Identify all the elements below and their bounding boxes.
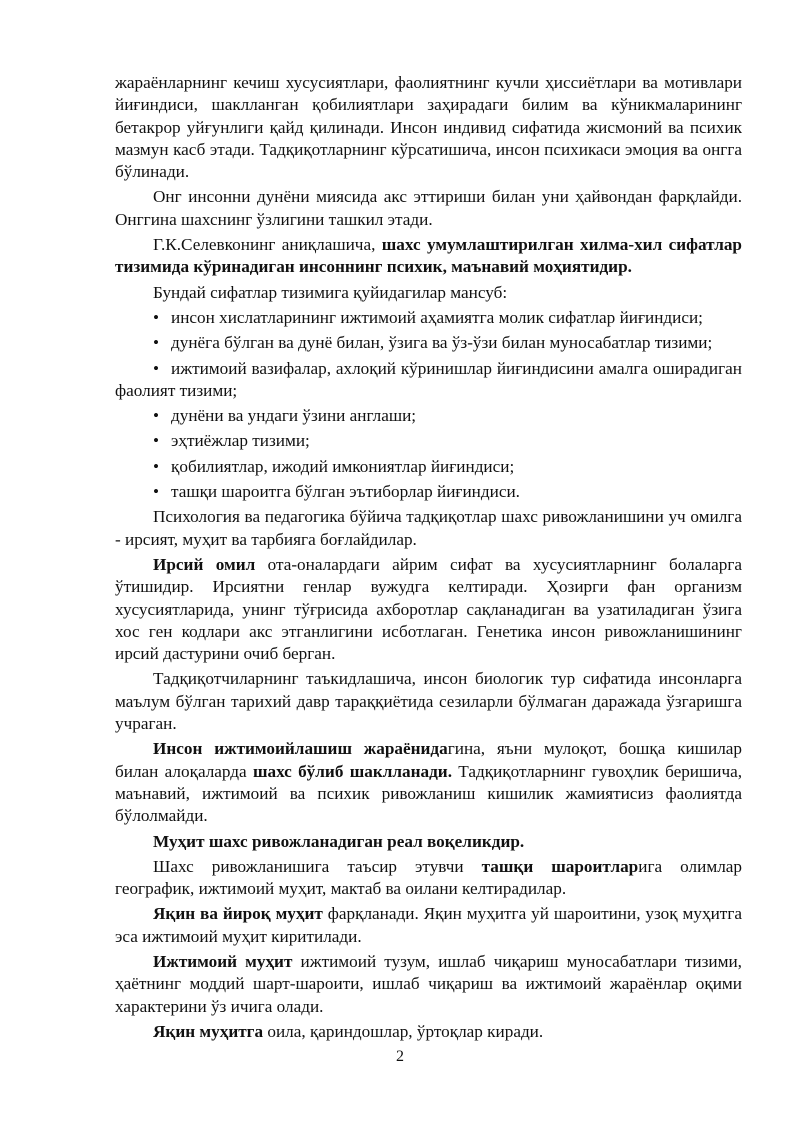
bullet-text: ижтимоий вазифалар, ахлоқий кўринишлар йиғиндисини амалга оширадиган фаолият тизими;	[115, 358, 742, 400]
paragraph-11-text: фарқланади. Яқин муҳитга уй шароитини, узоқ муҳитга эса ижтимоий муҳит киритилади.	[115, 904, 742, 946]
paragraph-6	[115, 554, 742, 665]
paragraph-6-text: ота-оналардаги айрим сифат ва хусусиятларнинг болаларга ўтишидир. Ирсиятни генлар вужудга келтиради. Ҳозирги фан организм хусусиятларида, унинг тўғрисида ахборотлар сақланадиган ва узатиладиган ўзига хос ген кодлари акс этганлигини исботлаган. Генетика инсон ривожланишининг ирсий дастурини очиб берган.	[115, 554, 743, 664]
bullet-text: ташқи шароитга бўлган эътиборлар йиғиндиси.	[171, 482, 520, 502]
paragraph-8-text-b: Тадқиқотларнинг гувоҳлик беришича, маънавий, ижтимоий ва психик ривожланиш кишилик жамиятисиз фаолиятда бўлолмайди.	[115, 761, 743, 826]
bullet-text: инсон хислатларининг ижтимоий аҳамиятга молик сифатлар йиғиндиси;	[171, 307, 703, 327]
paragraph-10	[115, 856, 742, 901]
document-page	[115, 72, 742, 1046]
bullet-item	[115, 358, 742, 403]
bullet-icon: •	[153, 307, 160, 327]
paragraph-3-text: Г.К.Селевконинг аниқлашича,	[153, 235, 382, 255]
paragraph-3-bold: шахс умумлаштирилган хилма-хил сифатлар тизимида кўринадиган инсоннинг психик, маънавий моҳиятидир.	[115, 235, 742, 277]
paragraph-8-text-a: гина, яъни мулоқот, бошқа кишилар билан алоқаларда	[115, 739, 742, 781]
bullet-item	[115, 430, 742, 452]
paragraph-8-bold-a: Инсон ижтимоийлашиш жараёнида	[153, 739, 448, 759]
paragraph-12	[115, 951, 742, 1018]
paragraph-9	[115, 831, 742, 853]
paragraph-5: Психология ва педагогика бўйича тадқиқотлар шахс ривожланишини уч омилга - ирсият, муҳит ва тарбияга боғлайдилар.	[115, 507, 742, 549]
paragraph-12-text: ижтимоий тузум, ишлаб чиқариш муносабатлари тизими, ҳаётнинг моддий шарт-шароити, ишлаб чиқариш ва ижтимоий жараёнлар оқими характерини ўз ичига олади.	[115, 951, 742, 1016]
paragraph-8	[115, 738, 742, 827]
paragraph-8-bold-b: шахс бўлиб шаклланади.	[252, 761, 452, 781]
paragraph-3	[115, 234, 742, 279]
paragraph-10-bold: ташқи шароитлар	[481, 856, 639, 876]
paragraph-6-bold: Ирсий омил	[153, 554, 256, 574]
paragraph-10-text-a: Шахс ривожланишига таъсир этувчи	[153, 856, 482, 876]
paragraph-12-bold: Ижтимоий муҳит	[153, 951, 293, 971]
paragraph-13	[115, 1021, 742, 1043]
bullet-text: эҳтиёжлар тизими;	[171, 431, 310, 451]
bullet-icon: •	[153, 333, 160, 353]
bullet-text: қобилиятлар, ижодий имкониятлар йиғиндиси;	[171, 456, 515, 476]
page-number: 2	[396, 1048, 404, 1065]
bullet-icon: •	[153, 406, 160, 426]
paragraph-7: Тадқиқотчиларнинг таъкидлашича, инсон биологик тур сифатида инсонларга маълум бўлган тарихий давр тараққиётида сезиларли бўлмаган даражада ўзгаришга учраган.	[115, 669, 742, 734]
bullet-icon: •	[153, 482, 160, 502]
bullet-item	[115, 405, 742, 427]
paragraph-4: Бундай сифатлар тизимига қуйидагилар мансуб:	[153, 282, 508, 302]
paragraph-13-text: оила, қариндошлар, ўртоқлар киради.	[263, 1021, 544, 1041]
bullet-item	[115, 307, 742, 329]
bullet-icon: •	[153, 358, 160, 378]
paragraph-11	[115, 903, 742, 948]
paragraph-13-bold: Яқин муҳитга	[153, 1021, 264, 1041]
bullet-item	[115, 332, 742, 354]
bullet-icon: •	[153, 456, 160, 476]
paragraph-9-bold: Муҳит шахс ривожланадиган реал воқеликдир.	[153, 831, 525, 851]
bullet-item	[115, 456, 742, 478]
bullet-item	[115, 481, 742, 503]
bullet-text: дунёга бўлган ва дунё билан, ўзига ва ўз-ўзи билан муносабатлар тизими;	[171, 333, 713, 353]
bullet-text: дунёни ва ундаги ўзини англаши;	[171, 406, 417, 426]
bullet-icon: •	[153, 431, 160, 451]
paragraph-2: Онг инсонни дунёни миясида акс эттириши билан уни ҳайвондан фарқлайди. Онггина шахснинг ўзлигини ташкил этади.	[115, 187, 742, 229]
paragraph-10-text-b: ига олимлар географик, ижтимоий муҳит, мактаб ва оилани келтирадилар.	[115, 856, 742, 899]
paragraph-1: жараёнларнинг кечиш хусусиятлари, фаолиятнинг кучли ҳиссиётлари ва мотивлари йиғиндиси, шаклланган қобилиятлари заҳирадаги билим ва кўникмаларининг бетакрор уйғунлиги қайд қилинади. Инсон индивид сифатида жисмоний ва психик мазмун касб этади. Тадқиқотларнинг кўрсатишича, инсон психикаси эмоция ва онгга бўлинади.	[115, 73, 742, 182]
paragraph-11-bold: Яқин ва йироқ муҳит	[153, 904, 323, 924]
